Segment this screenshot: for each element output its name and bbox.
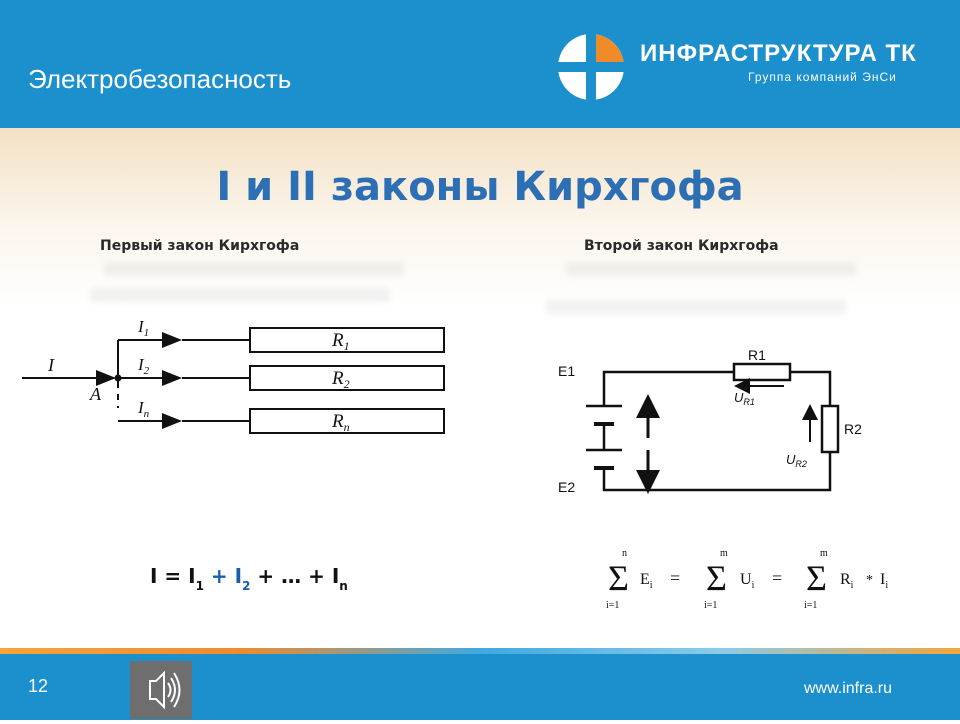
resistor-label-R1: R1 bbox=[748, 347, 766, 363]
svg-text:UR2 bbox=[786, 452, 807, 469]
blurred-text bbox=[90, 288, 390, 302]
slide-title: I и II законы Кирхгофа bbox=[216, 164, 744, 210]
resistor-label-Rn: R bbox=[332, 411, 344, 432]
term-R: R bbox=[840, 571, 851, 588]
formula-term-2-sub: 2 bbox=[242, 579, 251, 593]
speaker-icon[interactable] bbox=[130, 661, 192, 719]
term-E: E bbox=[640, 571, 650, 588]
sum1-top: n bbox=[622, 548, 627, 559]
formula-rest: + … + bbox=[250, 564, 332, 588]
blurred-text bbox=[566, 262, 856, 276]
sum1-bottom: i=1 bbox=[606, 600, 620, 611]
sum2-top: m bbox=[720, 548, 728, 559]
svg-text:UR1 bbox=[734, 390, 755, 407]
svg-text:Ei bbox=[640, 571, 653, 591]
term-R-sub: i bbox=[850, 580, 854, 591]
svg-text:I2 bbox=[137, 355, 150, 377]
brand-name: ИНФРАСТРУКТУРА ТК bbox=[640, 40, 917, 67]
law2-title: Второй закон Кирхгофа bbox=[584, 238, 779, 254]
current-label-I: I bbox=[48, 355, 54, 375]
sigma-3: Σ bbox=[806, 558, 827, 598]
current-label-In: I bbox=[138, 398, 144, 417]
brand-subtitle: Группа компаний ЭнСи bbox=[748, 70, 897, 84]
resistor-label-R2: R bbox=[332, 368, 344, 389]
kirchhoff-first-law-circuit bbox=[22, 308, 452, 443]
header-title: Электробезопасность bbox=[28, 64, 292, 94]
page-number: 12 bbox=[28, 676, 49, 696]
blurred-text bbox=[104, 262, 404, 276]
resistor-label-R1: R bbox=[332, 330, 344, 351]
formula-lhs: I = bbox=[150, 564, 189, 588]
formula-term-3-sub: n bbox=[339, 579, 348, 593]
resistor-label-R2: R2 bbox=[844, 421, 862, 437]
term-U: U bbox=[740, 571, 752, 588]
voltage-label-UR1: U bbox=[734, 390, 744, 405]
term-U-sub: i bbox=[751, 580, 755, 591]
source-label-E1: E1 bbox=[558, 363, 576, 379]
resistor-label-Rn-sub: n bbox=[343, 420, 350, 434]
term-E-sub: i bbox=[649, 580, 653, 591]
current-label-I2: I bbox=[138, 355, 144, 374]
current-label-I1: I bbox=[138, 317, 144, 336]
svg-text:Ri bbox=[840, 571, 854, 591]
node-label-A: A bbox=[90, 384, 101, 404]
voltage-label-UR1-sub: R1 bbox=[743, 397, 755, 407]
svg-text:Ii bbox=[880, 571, 888, 591]
blurred-text bbox=[546, 300, 846, 314]
formula-term-2: I bbox=[234, 564, 243, 588]
svg-text:In bbox=[137, 398, 150, 420]
second-law-formula bbox=[596, 546, 916, 616]
website-link[interactable]: www.infra.ru bbox=[804, 680, 893, 697]
formula-plus: + bbox=[203, 564, 235, 588]
term-I-sub: i bbox=[885, 580, 889, 591]
sigma-2: Σ bbox=[706, 558, 727, 598]
voltage-label-UR2-sub: R2 bbox=[795, 459, 807, 469]
resistor-label-R2-sub: 2 bbox=[343, 377, 350, 391]
current-label-I1-sub: 1 bbox=[143, 327, 150, 339]
svg-text:Ui bbox=[740, 571, 755, 591]
sum3-bottom: i=1 bbox=[804, 600, 818, 611]
first-law-formula bbox=[150, 564, 348, 593]
formula-term-1: I bbox=[188, 564, 196, 588]
kirchhoff-second-law-circuit bbox=[548, 346, 888, 496]
formula-term-3: I bbox=[331, 564, 340, 588]
source-label-E2: E2 bbox=[558, 479, 576, 495]
formula-term-1-sub: 1 bbox=[195, 579, 204, 593]
voltage-label-UR2: U bbox=[786, 452, 796, 467]
svg-text:I1 bbox=[137, 317, 149, 339]
equals-1: = bbox=[670, 568, 681, 588]
sigma-1: Σ bbox=[608, 558, 629, 598]
slide-content bbox=[0, 128, 960, 652]
multiply-sign: * bbox=[866, 573, 873, 588]
law1-title: Первый закон Кирхгофа bbox=[100, 238, 300, 254]
sum2-bottom: i=1 bbox=[704, 600, 718, 611]
current-label-I2-sub: 2 bbox=[143, 365, 150, 377]
equals-2: = bbox=[772, 568, 783, 588]
resistor-label-R1-sub: 1 bbox=[343, 339, 350, 353]
term-I: I bbox=[880, 571, 886, 588]
company-logo bbox=[556, 32, 626, 102]
sum3-top: m bbox=[820, 548, 828, 559]
current-label-In-sub: n bbox=[143, 408, 150, 420]
